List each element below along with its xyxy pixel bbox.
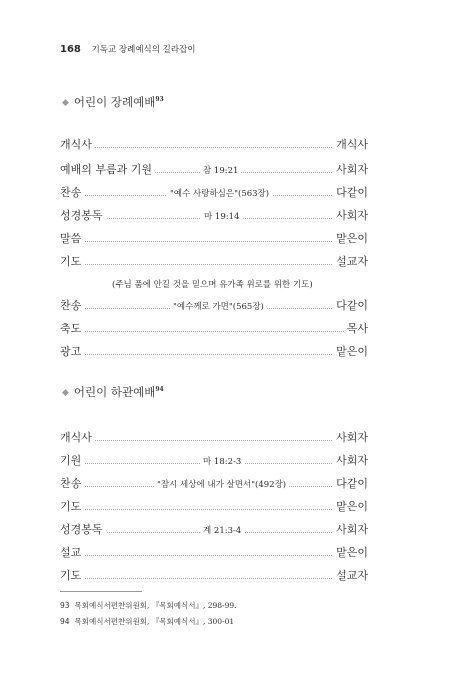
order-responsible: 다같이 [333,299,368,313]
order-item: 찬송 [60,477,84,491]
order-responsible: 사회자 [333,209,368,223]
order-item: 성경봉독 [60,523,106,537]
dot-leader [60,509,368,510]
order-hymn: "잠시 세상에 내가 살면서"(492장) [154,479,289,491]
prayer-note: (주님 품에 안길 것을 믿으며 유가족 위로를 위한 기도) [112,280,313,290]
dot-leader [60,578,368,579]
order-scripture: 마 18:2-3 [200,456,244,468]
footnote-number: 93 [60,601,70,610]
page-number: 168 [60,44,81,55]
footnote [60,616,234,627]
order-item: 말씀 [60,232,84,246]
order-row [60,566,368,586]
order-item: 개식사 [60,138,95,152]
order-row [60,183,368,203]
order-row [60,296,368,316]
order-responsible: 사회자 [333,163,368,177]
order-item: 찬송 [60,299,84,313]
order-row [60,319,368,339]
footnote-ref: 93 [155,96,164,104]
section-title-burial [62,384,164,400]
order-responsible: 다같이 [333,477,368,491]
order-responsible: 사회자 [333,454,368,468]
order-row [60,342,368,362]
order-row [60,451,368,471]
diamond-bullet-icon: ◆ [62,388,69,398]
footnote-text: 목회예식서편찬위원회, 『목회예식서』, 300-01 [74,617,235,626]
dot-leader [60,354,368,355]
order-row [60,497,368,517]
order-hymn: "예수 사랑하심은"(563장) [167,188,272,200]
dot-leader [60,264,368,265]
footnote-text: 목회예식서편찬위원회, 『목회예식서』, 298-99. [74,601,237,610]
footnote [60,600,237,611]
order-scripture: 계 21:3-4 [200,525,244,537]
order-row [60,428,368,448]
order-scripture: 마 19:14 [201,211,242,223]
order-item: 성경봉독 [60,209,106,223]
order-responsible: 설교자 [333,255,368,269]
order-row [60,160,368,180]
dot-leader [60,241,368,242]
section-title-funeral [62,94,164,110]
footnote-number: 94 [60,617,70,626]
order-item: 기원 [60,454,84,468]
order-hymn: "예수께로 가면"(565장) [170,301,267,313]
dot-leader [60,555,368,556]
dot-leader [60,440,368,441]
order-responsible: 다같이 [333,186,368,200]
running-header [60,43,196,55]
order-responsible: 사회자 [333,431,368,445]
order-item: 예배의 부름과 기원 [60,163,155,177]
diamond-bullet-icon: ◆ [62,98,69,108]
order-scripture: 잠 19:21 [200,165,241,177]
section-title-text: 어린이 장례예배 [73,95,156,109]
running-title: 기독교 장례예식의 길라잡이 [91,45,196,55]
order-row [60,135,368,155]
order-item: 기도 [60,500,84,514]
order-responsible: 설교자 [333,569,368,583]
order-item: 찬송 [60,186,84,200]
order-responsible: 개식사 [333,138,368,152]
order-item: 기도 [60,569,84,583]
order-responsible: 맡은이 [333,232,368,246]
order-item: 설교 [60,546,84,560]
footnote-ref: 94 [155,386,164,394]
order-responsible: 목사 [344,322,368,336]
order-responsible: 맡은이 [333,345,368,359]
footnote-divider [60,591,142,592]
section-title-text: 어린이 하관예배 [73,385,156,399]
order-row [60,229,368,249]
order-item: 개식사 [60,431,95,445]
order-responsible: 맡은이 [333,500,368,514]
order-item: 광고 [60,345,84,359]
dot-leader [60,331,368,332]
dot-leader [60,147,368,148]
order-responsible: 맡은이 [333,546,368,560]
order-row [60,206,368,226]
order-row [60,474,368,494]
order-row [60,520,368,540]
order-row [60,543,368,563]
order-item: 축도 [60,322,84,336]
order-item: 기도 [60,255,84,269]
order-responsible: 사회자 [333,523,368,537]
order-row [60,252,368,272]
